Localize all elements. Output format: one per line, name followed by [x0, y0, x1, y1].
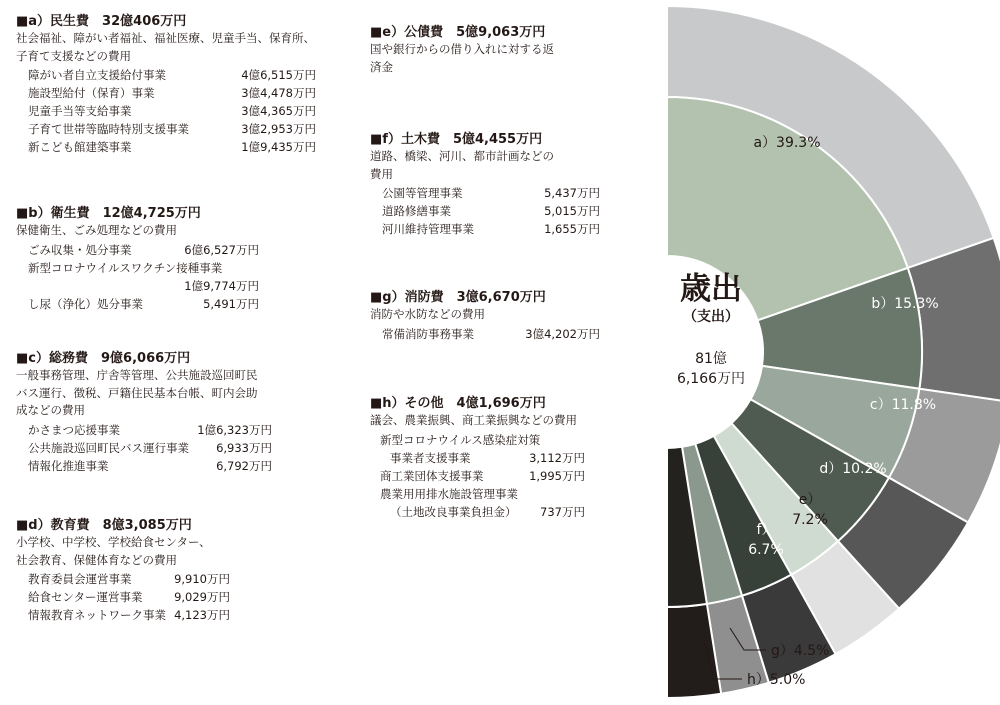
- project-name: 公共施設巡回町民バス運行事業: [28, 440, 189, 455]
- project-name: 公園等管理事業: [382, 186, 463, 200]
- project-name: 新型コロナウイルスワクチン接種事業: [28, 260, 223, 275]
- section-title: ■b）衛生費 12億4,725万円: [16, 206, 201, 221]
- slice-label-h: h）5.0%: [747, 672, 806, 688]
- project-name: 新型コロナウイルス感染症対策: [380, 432, 541, 447]
- project-name: 河川維持管理事業: [382, 222, 474, 236]
- slice-label-c: c）11.8%: [869, 397, 937, 413]
- project-name: 農業用用排水施設管理事業: [380, 486, 518, 501]
- section-title: ■c）総務費 9億6,066万円: [16, 351, 191, 366]
- section-title: ■d）教育費 8億3,085万円: [16, 518, 192, 533]
- section-description: 済金: [370, 59, 393, 74]
- project-name: し尿（浄化）処分事業: [28, 296, 143, 311]
- chart-total-line2: 6,166万円: [676, 371, 746, 387]
- section-description: 国や銀行からの借り入れに対する返: [370, 42, 554, 56]
- project-amount: 737万円: [540, 504, 585, 519]
- project-name: 新こども館建築事業: [28, 140, 132, 154]
- project-amount: 5,491万円: [203, 296, 259, 311]
- slice-label-e-value: 7.2%: [792, 512, 828, 528]
- slice-label-d: d）10.2%: [819, 461, 887, 477]
- section-description: 道路、橋梁、河川、都市計画などの: [370, 149, 554, 163]
- project-name: 道路修繕事業: [382, 204, 451, 218]
- chart-title: 歳出: [680, 271, 742, 307]
- slice-label-f-letter: f）: [756, 522, 776, 538]
- section-description: 議会、農業振興、商工業振興などの費用: [370, 413, 577, 427]
- project-amount: 9,029万円: [174, 590, 230, 604]
- project-name: 児童手当等支給事業: [28, 104, 132, 118]
- project-name: かさまつ応援事業: [28, 422, 120, 437]
- project-amount: 3,112万円: [529, 450, 585, 465]
- section-description: 子育て支援などの費用: [16, 48, 131, 63]
- section-description: 費用: [370, 166, 393, 181]
- project-amount: 1,655万円: [544, 222, 600, 236]
- project-amount: 6,792万円: [216, 458, 272, 473]
- slice-label-g: g）4.5%: [771, 643, 830, 659]
- project-amount: 6,933万円: [216, 440, 272, 455]
- project-amount: 3億4,365万円: [241, 104, 316, 118]
- section-description: 社会教育、保健体育などの費用: [16, 552, 177, 567]
- project-name: 障がい者自立支援給付事業: [28, 68, 166, 82]
- section-description: 小学校、中学校、学校給食センター、: [16, 535, 211, 549]
- project-amount: 9,910万円: [174, 572, 230, 586]
- project-amount: 1億9,774万円: [184, 278, 259, 293]
- section-title: ■e）公債費 5億9,063万円: [370, 25, 546, 40]
- section-description: 保健衛生、ごみ処理などの費用: [16, 223, 177, 237]
- project-name: ごみ収集・処分事業: [28, 242, 132, 257]
- project-amount: 5,437万円: [544, 186, 600, 200]
- chart-total-line1: 81億: [695, 351, 727, 367]
- slice-label-e-letter: e）: [798, 492, 822, 508]
- project-name: 情報化推進事業: [28, 458, 109, 473]
- project-amount: 6億6,527万円: [184, 242, 259, 257]
- project-amount: 1,995万円: [529, 468, 585, 483]
- section-title: ■h）その他 4億1,696万円: [370, 396, 546, 411]
- project-name: 給食センター運営事業: [28, 590, 143, 604]
- section-description: バス運行、徴税、戸籍住民基本台帳、町内会助: [16, 385, 258, 400]
- section-description: 成などの費用: [16, 403, 85, 417]
- section-title: ■f）土木費 5億4,455万円: [370, 132, 543, 147]
- project-amount: 4,123万円: [174, 608, 230, 622]
- project-name: 常備消防事務事業: [382, 326, 474, 341]
- project-name: 情報教育ネットワーク事業: [28, 608, 166, 622]
- project-amount: 5,015万円: [544, 204, 600, 218]
- section-title: ■g）消防費 3億6,670万円: [370, 290, 546, 305]
- project-name: 施設型給付（保育）事業: [28, 86, 155, 100]
- project-name: 事業者支援事業: [390, 450, 471, 465]
- section-description: 社会福祉、障がい者福祉、福祉医療、児童手当、保育所、: [16, 31, 315, 45]
- project-name: 子育て世帯等臨時特別支援事業: [28, 122, 189, 136]
- project-amount: 4億6,515万円: [241, 68, 316, 82]
- project-amount: 1億9,435万円: [241, 140, 316, 154]
- slice-label-f-value: 6.7%: [748, 542, 784, 558]
- slice-label-b: b）15.3%: [871, 296, 939, 312]
- slice-label-a: a）39.3%: [753, 135, 821, 151]
- project-amount: 3億4,202万円: [525, 326, 600, 341]
- project-amount: 3億4,478万円: [241, 86, 316, 100]
- project-name: 商工業団体支援事業: [380, 468, 484, 483]
- section-description: 一般事務管理、庁舎等管理、公共施設巡回町民: [16, 368, 258, 382]
- chart-subtitle: （支出）: [683, 309, 739, 325]
- section-title: ■a）民生費 32億406万円: [16, 14, 187, 29]
- project-name: （土地改良事業負担金）: [390, 504, 517, 519]
- project-amount: 1億6,323万円: [197, 422, 272, 437]
- project-amount: 3億2,953万円: [241, 122, 316, 136]
- section-description: 消防や水防などの費用: [370, 307, 485, 321]
- project-name: 教育委員会運営事業: [28, 572, 132, 586]
